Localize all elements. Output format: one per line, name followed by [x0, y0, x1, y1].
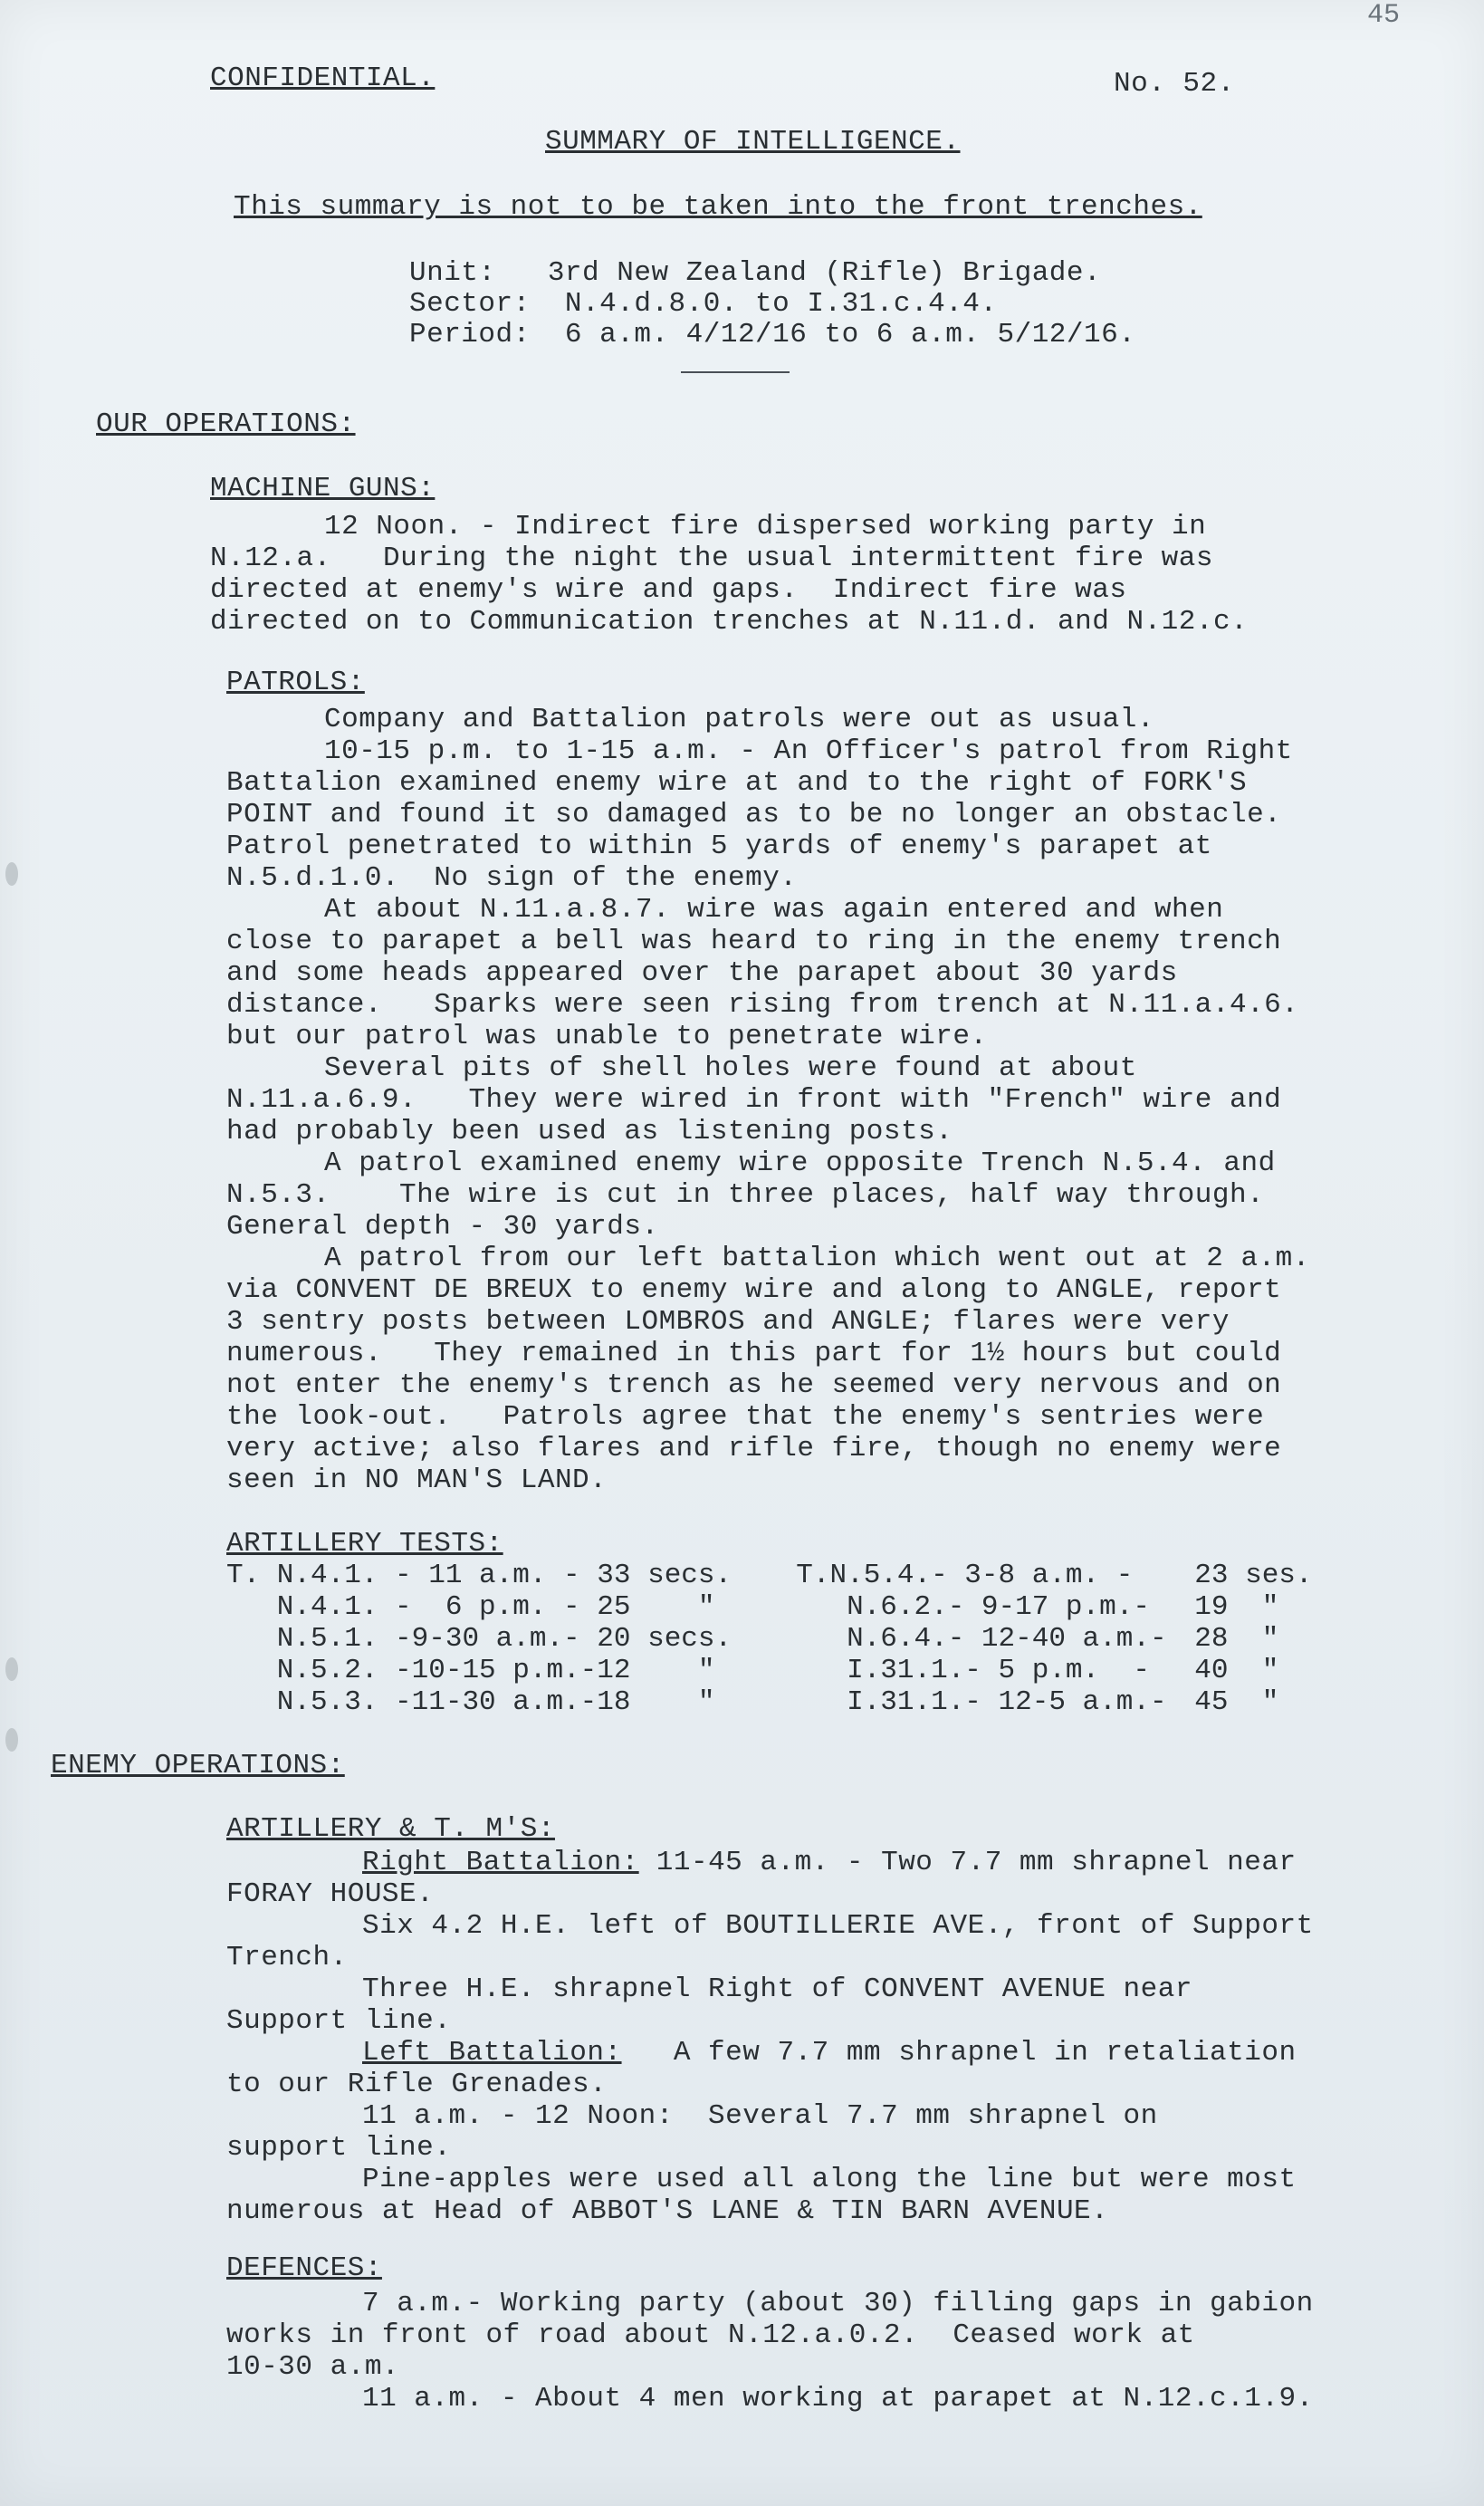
- enemy-artillery-text: Pine-apples were used all along the line but were most: [362, 2164, 1297, 2195]
- patrols-line: had probably been used as listening posts.: [226, 1116, 953, 1147]
- artillery-test-cell: N.5.2. -10-15 p.m.-: [226, 1655, 598, 1686]
- machine-guns-line: 12 Noon. - Indirect fire dispersed working party in: [324, 511, 1207, 542]
- defences-line: 10-30 a.m.: [226, 2351, 400, 2383]
- machine-guns-heading: MACHINE GUNS:: [210, 473, 436, 504]
- artillery-test-cell: 40 ": [1194, 1655, 1279, 1686]
- patrols-line: 3 sentry posts between LOMBROS and ANGLE; flares were very: [226, 1306, 1230, 1338]
- patrols-line: via CONVENT DE BREUX to enemy wire and along to ANGLE, report: [226, 1274, 1282, 1306]
- battalion-label: Left Battalion:: [362, 2037, 622, 2069]
- enemy-artillery-line: [226, 2006, 451, 2037]
- patrols-line: Patrol penetrated to within 5 yards of enemy's parapet at: [226, 831, 1212, 862]
- enemy-artillery-text: 11 a.m. - 12 Noon: Several 7.7 mm shrapnel on: [362, 2100, 1158, 2132]
- enemy-artillery-line: [226, 2133, 451, 2164]
- patrols-line: close to parapet a bell was heard to ring in the enemy trench: [226, 926, 1282, 957]
- enemy-artillery-text: Six 4.2 H.E. left of BOUTILLERIE AVE., front of Support: [362, 1910, 1314, 1942]
- enemy-artillery-line: [362, 2165, 1297, 2195]
- artillery-tests-heading: ARTILLERY TESTS:: [226, 1528, 503, 1560]
- defences-heading: DEFENCES:: [226, 2252, 382, 2284]
- enemy-artillery-line: [362, 1848, 1297, 1878]
- artillery-test-cell: 12 ": [597, 1655, 715, 1686]
- unit-line: Unit: 3rd New Zealand (Rifle) Brigade.: [409, 257, 1102, 289]
- artillery-test-cell: I.31.1.- 12-5 a.m.-: [796, 1686, 1167, 1718]
- artillery-test-cell: 20 secs.: [597, 1623, 732, 1655]
- patrols-line: not enter the enemy's trench as he seemed very nervous and on: [226, 1369, 1282, 1401]
- defences-line: 7 a.m.- Working party (about 30) filling gaps in gabion: [362, 2288, 1314, 2319]
- punch-hole: [5, 1657, 18, 1681]
- artillery-test-cell: N.4.1. - 6 p.m. -: [226, 1591, 580, 1623]
- patrols-line: the look-out. Patrols agree that the enemy's sentries were: [226, 1401, 1265, 1433]
- artillery-test-row: [226, 1560, 1348, 1591]
- artillery-test-cell: N.5.1. -9-30 a.m.-: [226, 1623, 580, 1655]
- enemy-artillery-text: Three H.E. shrapnel Right of CONVENT AVENUE near: [362, 1973, 1192, 2005]
- patrols-line: A patrol from our left battalion which went out at 2 a.m.: [324, 1243, 1310, 1274]
- artillery-test-cell: 25 ": [597, 1591, 715, 1623]
- enemy-artillery-text: A few 7.7 mm shrapnel in retaliation: [621, 2037, 1297, 2069]
- enemy-artillery-text: FORAY HOUSE.: [226, 1878, 435, 1910]
- enemy-artillery-line: [226, 1879, 434, 1910]
- enemy-artillery-heading: ARTILLERY & T. M'S:: [226, 1813, 555, 1845]
- enemy-artillery-line: [362, 2101, 1158, 2132]
- front-trench-warning: This summary is not to be taken into the front trenches.: [234, 191, 1202, 223]
- artillery-test-cell: 19 ": [1194, 1591, 1279, 1623]
- artillery-test-cell: N.6.2.- 9-17 p.m.-: [796, 1591, 1150, 1623]
- summary-title: SUMMARY OF INTELLIGENCE.: [545, 126, 961, 158]
- patrols-line: numerous. They remained in this part for 1½ hours but could: [226, 1338, 1282, 1369]
- punch-hole: [5, 1728, 18, 1752]
- period-underline: [681, 371, 790, 373]
- enemy-artillery-line: [362, 2038, 1297, 2069]
- patrols-line: seen in NO MAN'S LAND.: [226, 1464, 608, 1496]
- artillery-tests-table: [226, 1560, 1348, 1718]
- artillery-test-cell: 28 ": [1194, 1623, 1279, 1655]
- patrols-line: General depth - 30 yards.: [226, 1211, 659, 1243]
- patrols-line: but our patrol was unable to penetrate wire.: [226, 1021, 988, 1052]
- patrols-line: very active; also flares and rifle fire, though no enemy were: [226, 1433, 1282, 1464]
- period-line: Period: 6 a.m. 4/12/16 to 6 a.m. 5/12/16.: [409, 319, 1136, 350]
- machine-guns-line: directed at enemy's wire and gaps. Indirect fire was: [210, 574, 1127, 606]
- artillery-test-cell: I.31.1.- 5 p.m. -: [796, 1655, 1150, 1686]
- enemy-artillery-line: [226, 2069, 607, 2100]
- enemy-artillery-text: support line.: [226, 2132, 452, 2164]
- sector-line: Sector: N.4.d.8.0. to I.31.c.4.4.: [409, 288, 998, 320]
- artillery-test-cell: 18 ": [597, 1686, 715, 1718]
- patrols-line: Company and Battalion patrols were out as usual.: [324, 704, 1154, 735]
- artillery-test-cell: T.N.5.4.- 3-8 a.m. -: [796, 1560, 1134, 1591]
- enemy-artillery-text: numerous at Head of ABBOT'S LANE & TIN BARN AVENUE.: [226, 2195, 1109, 2227]
- patrols-line: At about N.11.a.8.7. wire was again entered and when: [324, 894, 1224, 926]
- enemy-artillery-line: [362, 1911, 1314, 1942]
- artillery-test-row: [226, 1655, 1348, 1686]
- patrols-line: Several pits of shell holes were found at about: [324, 1052, 1137, 1084]
- enemy-artillery-text: to our Rifle Grenades.: [226, 2069, 608, 2100]
- battalion-label: Right Battalion:: [362, 1847, 639, 1878]
- patrols-line: N.5.d.1.0. No sign of the enemy.: [226, 862, 798, 894]
- artillery-test-cell: N.6.4.- 12-40 a.m.-: [796, 1623, 1167, 1655]
- patrols-line: distance. Sparks were seen rising from trench at N.11.a.4.6.: [226, 989, 1299, 1021]
- patrols-line: POINT and found it so damaged as to be no longer an obstacle.: [226, 799, 1282, 831]
- artillery-test-row: [226, 1623, 1348, 1655]
- artillery-test-row: [226, 1686, 1348, 1718]
- patrols-line: Battalion examined enemy wire at and to the right of FORK'S: [226, 767, 1248, 799]
- enemy-artillery-line: [226, 2196, 1108, 2227]
- punch-hole: [5, 862, 18, 886]
- classification: CONFIDENTIAL.: [210, 62, 436, 94]
- page-number: 45: [1367, 0, 1401, 31]
- machine-guns-line: directed on to Communication trenches at N.11.d. and N.12.c.: [210, 606, 1249, 638]
- artillery-test-cell: N.5.3. -11-30 a.m.-: [226, 1686, 598, 1718]
- patrols-heading: PATROLS:: [226, 667, 365, 698]
- document-number: No. 52.: [1114, 68, 1235, 100]
- artillery-test-cell: 45 ": [1194, 1686, 1279, 1718]
- artillery-test-cell: 23 ses.: [1194, 1560, 1313, 1591]
- enemy-operations-heading: ENEMY OPERATIONS:: [51, 1750, 345, 1781]
- defences-line: works in front of road about N.12.a.0.2. Ceased work at: [226, 2319, 1195, 2351]
- patrols-line: 10-15 p.m. to 1-15 a.m. - An Officer's patrol from Right: [324, 735, 1293, 767]
- patrols-line: and some heads appeared over the parapet about 30 yards: [226, 957, 1178, 989]
- machine-guns-line: N.12.a. During the night the usual intermittent fire was: [210, 542, 1213, 574]
- enemy-artillery-line: [226, 1943, 348, 1973]
- artillery-test-cell: T. N.4.1. - 11 a.m. -: [226, 1560, 580, 1591]
- enemy-artillery-line: [362, 1974, 1192, 2005]
- enemy-artillery-text: Support line.: [226, 2005, 452, 2037]
- patrols-line: N.5.3. The wire is cut in three places, half way through.: [226, 1179, 1265, 1211]
- enemy-artillery-text: 11-45 a.m. - Two 7.7 mm shrapnel near: [638, 1847, 1297, 1878]
- enemy-artillery-text: Trench.: [226, 1942, 348, 1973]
- defences-line: 11 a.m. - About 4 men working at parapet at N.12.c.1.9.: [362, 2383, 1314, 2415]
- artillery-test-cell: 33 secs.: [597, 1560, 732, 1591]
- patrols-line: N.11.a.6.9. They were wired in front with "French" wire and: [226, 1084, 1282, 1116]
- artillery-test-row: [226, 1591, 1348, 1623]
- our-operations-heading: OUR OPERATIONS:: [96, 408, 356, 440]
- patrols-line: A patrol examined enemy wire opposite Trench N.5.4. and: [324, 1147, 1276, 1179]
